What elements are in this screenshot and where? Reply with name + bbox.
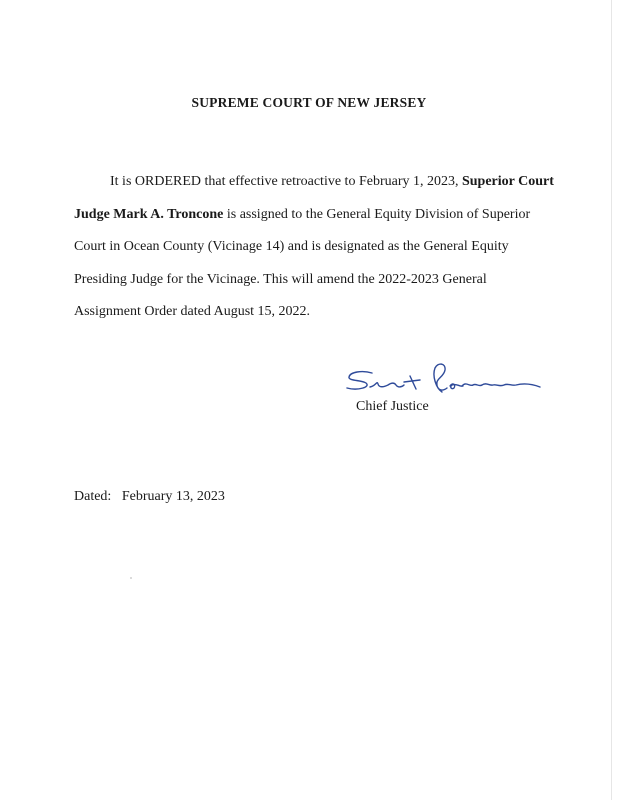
- chief-justice-signature: [344, 360, 554, 400]
- order-paragraph: [74, 166, 554, 329]
- dated-label: Dated:: [74, 489, 112, 504]
- signer-title: Chief Justice: [356, 399, 429, 414]
- date-line: [74, 489, 225, 505]
- document-title: SUPREME COURT OF NEW JERSEY: [191, 95, 427, 110]
- judge-name: Superior Court Judge Mark A. Troncone: [74, 174, 554, 222]
- scan-edge-line: [611, 0, 612, 800]
- scan-speck: [130, 577, 132, 579]
- dated-value: February 13, 2023: [121, 489, 225, 504]
- order-intro: It is ORDERED that effective retroactive to February 1, 2023,: [110, 174, 462, 189]
- order-remainder: is assigned to the General Equity Division of Superior Court in Ocean County (Vicinage 14) and is designated as the General Equity Presiding Judge for the Vicinage. This will amend the 2022-2023 General Assignment Order dated August 15, 2022.: [74, 206, 531, 319]
